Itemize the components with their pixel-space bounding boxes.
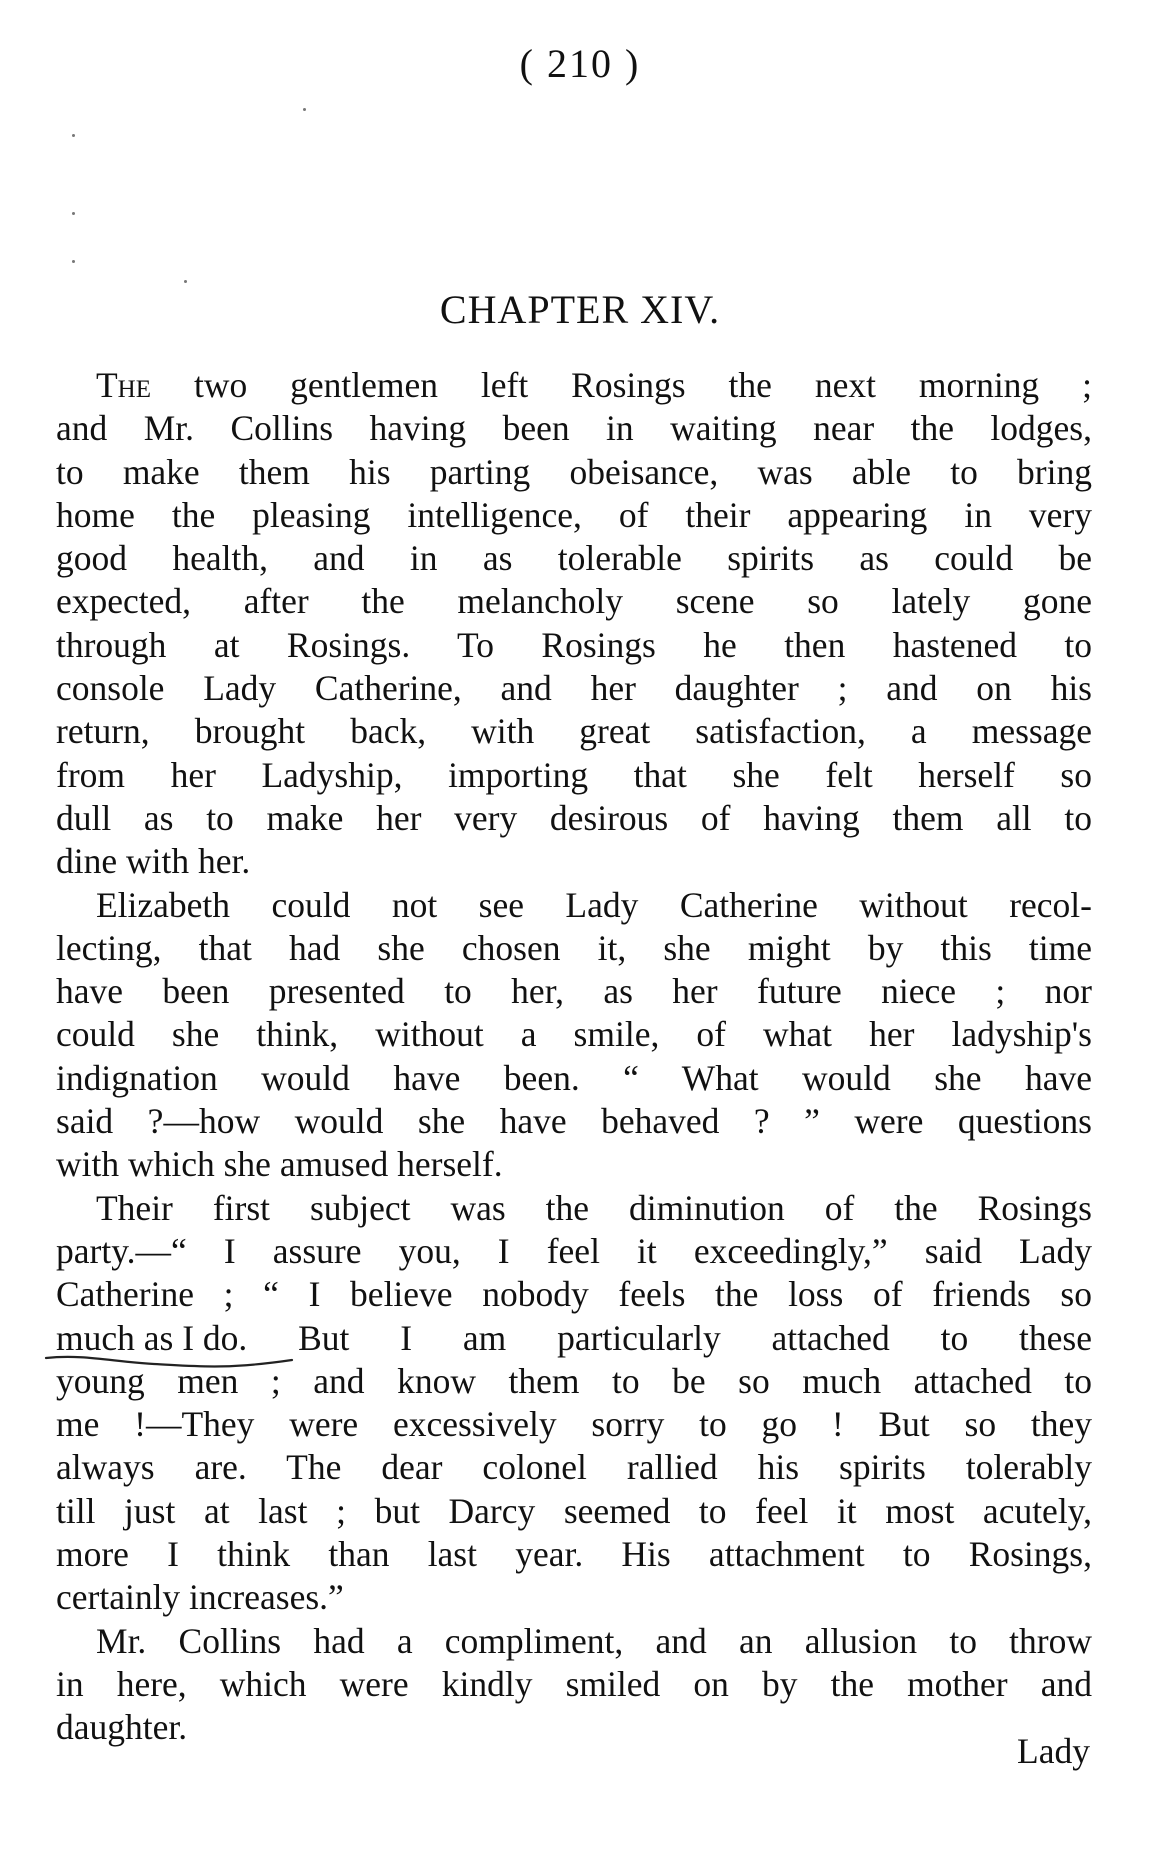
text-line: Elizabeth could not see Lady Catherine without recol-	[96, 884, 1092, 925]
scan-speck	[303, 108, 306, 111]
text-line: dull as to make her very desirous of having them all to	[56, 797, 1092, 838]
text-line: me !—They were excessively sorry to go ! But so they	[56, 1404, 1092, 1445]
page-number: ( 210 )	[519, 41, 641, 86]
body-text	[56, 364, 1092, 1750]
text-line: and Mr. Collins having been in waiting near the lodges,	[56, 408, 1092, 449]
text-line: home the pleasing intelligence, of their appearing in very	[56, 494, 1092, 535]
text-line: more I think than last year. His attachment to Rosings,	[56, 1534, 1092, 1575]
chapter-heading: CHAPTER XIV.	[439, 287, 721, 332]
text-line: through at Rosings. To Rosings he then hastened to	[56, 624, 1092, 665]
paragraph	[56, 1620, 1092, 1750]
scan-speck	[72, 212, 75, 215]
text-line: return, brought back, with great satisfaction, a message	[56, 711, 1092, 752]
text-line: to make them his parting obeisance, was able to bring	[56, 451, 1092, 492]
text-line: Catherine ; “ I believe nobody feels the loss of friends so	[56, 1274, 1092, 1315]
opening-word: The	[96, 365, 152, 405]
paragraph	[56, 884, 1092, 1187]
text-line: from her Ladyship, importing that she felt herself so	[56, 754, 1092, 795]
text-line	[56, 364, 1092, 407]
text-line: good health, and in as tolerable spirits as could be	[56, 538, 1092, 579]
text-line: dine with her.	[56, 841, 251, 882]
handwritten-underline-phrase	[56, 1317, 238, 1360]
text-line: console Lady Catherine, and her daughter ; and on his	[56, 668, 1092, 709]
line-text: two gentlemen left Rosings the next morning ;	[151, 365, 1092, 405]
text-line: could she think, without a smile, of what her ladyship's	[56, 1014, 1092, 1055]
line-text: . But I am particularly attached to these	[238, 1317, 1092, 1358]
text-line	[56, 1317, 1092, 1360]
paragraph	[56, 364, 1092, 884]
text-line: in here, which were kindly smiled on by the mother and	[56, 1663, 1092, 1704]
text-line: party.—“ I assure you, I feel it exceedingly,” said Lady	[56, 1230, 1092, 1271]
text-line: Their first subject was the diminution of the Rosings	[96, 1187, 1092, 1228]
text-line: expected, after the melancholy scene so lately gone	[56, 581, 1092, 622]
scan-speck	[72, 134, 75, 137]
text-line: indignation would have been. “ What would she have	[56, 1057, 1092, 1098]
text-line: till just at last ; but Darcy seemed to feel it most acutely,	[56, 1490, 1092, 1531]
text-line: always are. The dear colonel rallied his spirits tolerably	[56, 1447, 1092, 1488]
text-line: said ?—how would she have behaved ? ” were questions	[56, 1101, 1092, 1142]
text-line: lecting, that had she chosen it, she might by this time	[56, 927, 1092, 968]
underlined-text: much as I do	[56, 1317, 239, 1358]
text-line: daughter.	[56, 1707, 188, 1748]
text-line: Mr. Collins had a compliment, and an allusion to throw	[96, 1620, 1092, 1661]
catchword: Lady	[1017, 1731, 1090, 1771]
scan-speck	[184, 280, 187, 283]
text-line: certainly increases.”	[56, 1577, 344, 1618]
text-line: with which she amused herself.	[56, 1144, 503, 1185]
text-line: have been presented to her, as her future niece ; nor	[56, 971, 1092, 1012]
paragraph	[56, 1187, 1092, 1620]
text-line: young men ; and know them to be so much attached to	[56, 1360, 1092, 1401]
scan-speck	[72, 260, 75, 263]
